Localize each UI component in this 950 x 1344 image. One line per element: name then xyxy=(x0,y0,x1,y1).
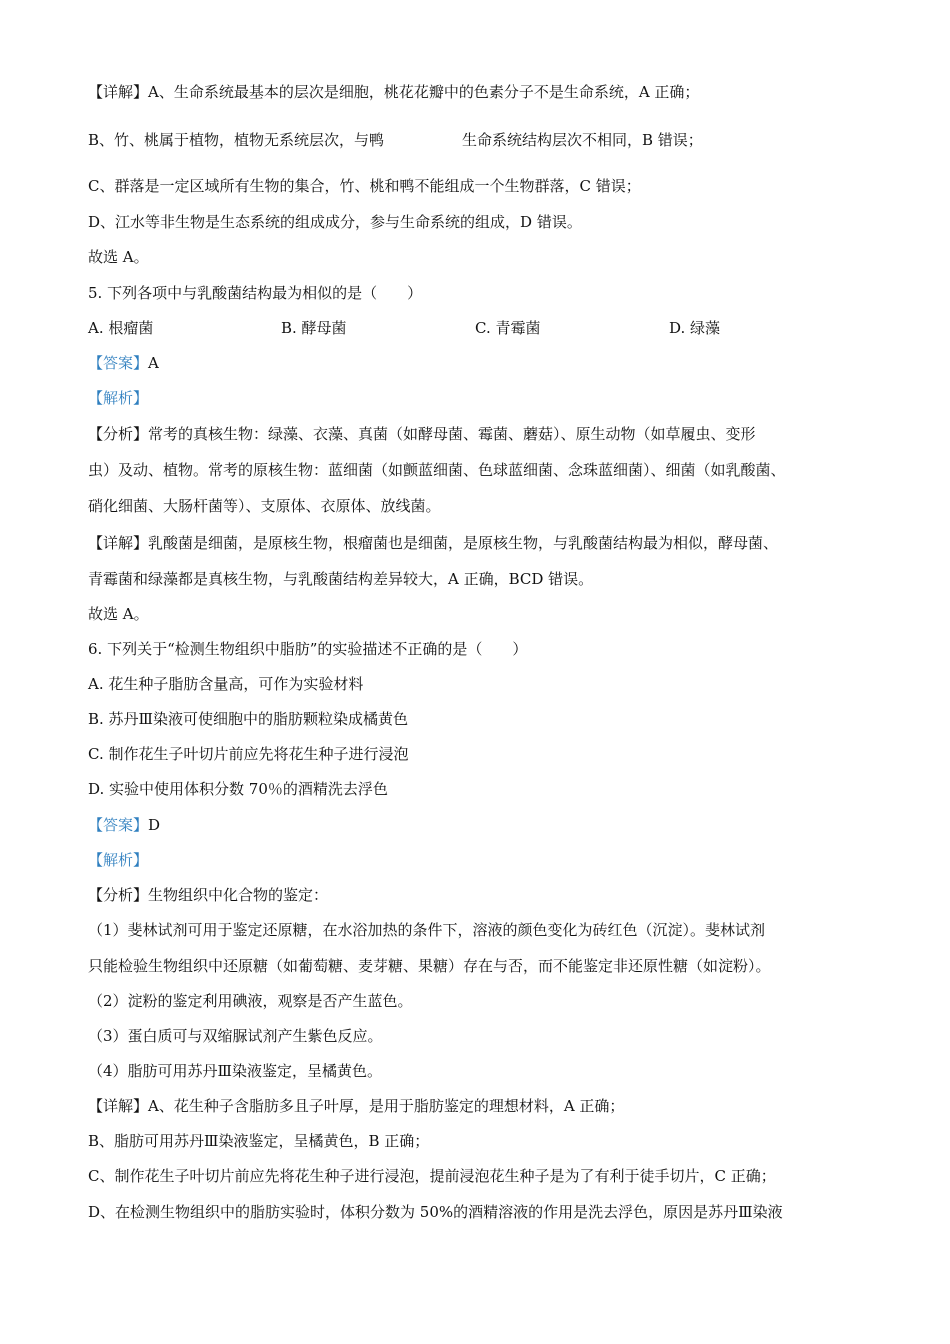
q6-option-b: B. 苏丹Ⅲ染液可使细胞中的脂肪颗粒染成橘黄色 xyxy=(88,710,409,728)
detail-5-line-2: 青霉菌和绿藻都是真核生物，与乳酸菌结构差异较大，A 正确，BCD 错误。 xyxy=(88,570,594,588)
analysis-6-item-1: （1）斐林试剂可用于鉴定还原糖，在水浴加热的条件下，溶液的颜色变化为砖红色（沉淀）。斐林试剂 xyxy=(88,921,766,939)
analysis-label-6: 【解析】 xyxy=(88,851,149,869)
q5-option-c: C. 青霉菌 xyxy=(475,319,541,337)
analysis-6-item-3: （3）蛋白质可与双缩脲试剂产生紫色反应。 xyxy=(88,1027,383,1045)
analysis-6-intro: 【分析】生物组织中化合物的鉴定： xyxy=(88,886,329,904)
question-5: 5. 下列各项中与乳酸菌结构最为相似的是（ ） xyxy=(88,284,423,302)
answer-label: 【答案】 xyxy=(88,816,149,834)
q6-option-d: D. 实验中使用体积分数 70％的酒精洗去浮色 xyxy=(88,780,388,798)
analysis-label-5: 【解析】 xyxy=(88,389,149,407)
detail-line-a: 【详解】A、生命系统最基本的层次是细胞，桃花花瓣中的色素分子不是生命系统，A 正确； xyxy=(88,83,700,101)
detail-line-b-part1: B、竹、桃属于植物，植物无系统层次，与鸭 xyxy=(88,131,385,149)
conclusion-line: 故选 A。 xyxy=(88,248,149,266)
q5-option-a: A. 根瘤菌 xyxy=(88,319,154,337)
detail-6-line-d: D、在检测生物组织中的脂肪实验时，体积分数为 50%的酒精溶液的作用是洗去浮色，原因是苏丹Ⅲ染液 xyxy=(88,1203,783,1221)
q6-option-c: C. 制作花生子叶切片前应先将花生种子进行浸泡 xyxy=(88,745,409,763)
analysis-6-item-1-cont: 只能检验生物组织中还原糖（如葡萄糖、麦芽糖、果糖）存在与否，而不能鉴定非还原性糖（如淀粉）。 xyxy=(88,957,771,975)
analysis-6-item-4: （4）脂肪可用苏丹Ⅲ染液鉴定，呈橘黄色。 xyxy=(88,1062,383,1080)
analysis-5-line-3: 硝化细菌、大肠杆菌等）、支原体、衣原体、放线菌。 xyxy=(88,497,441,515)
detail-line-b-part2: 生命系统结构层次不相同，B 错误； xyxy=(462,131,703,149)
detail-6-line-c: C、制作花生子叶切片前应先将花生种子进行浸泡，提前浸泡花生种子是为了有利于徒手切片，C 正确； xyxy=(88,1167,776,1185)
answer-value: D xyxy=(148,816,161,834)
analysis-5-line-2: 虫）及动、植物。常考的原核生物：蓝细菌（如颤蓝细菌、色球蓝细菌、念珠蓝细菌）、细菌（如乳酸菌、 xyxy=(88,461,786,479)
answer-line-6 xyxy=(88,815,160,835)
detail-line-d: D、江水等非生物是生态系统的组成成分，参与生命系统的组成，D 错误。 xyxy=(88,213,582,231)
detail-5-line-1: 【详解】乳酸菌是细菌，是原核生物，根瘤菌也是细菌，是原核生物，与乳酸菌结构最为相似，酵母菌、 xyxy=(88,534,779,552)
detail-line-c: C、群落是一定区域所有生物的集合，竹、桃和鸭不能组成一个生物群落，C 错误； xyxy=(88,177,641,195)
answer-value: A xyxy=(148,354,159,372)
q6-option-a: A. 花生种子脂肪含量高，可作为实验材料 xyxy=(88,675,364,693)
analysis-5-line-1: 【分析】常考的真核生物：绿藻、衣藻、真菌（如酵母菌、霉菌、蘑菇）、原生动物（如草履虫、变形 xyxy=(88,425,756,443)
q5-option-d: D. 绿藻 xyxy=(669,319,721,337)
detail-6-line-a: 【详解】A、花生种子含脂肪多且子叶厚，是用于脂肪鉴定的理想材料，A 正确； xyxy=(88,1097,625,1115)
detail-6-line-b: B、脂肪可用苏丹Ⅲ染液鉴定，呈橘黄色，B 正确； xyxy=(88,1132,430,1150)
answer-line-5 xyxy=(88,353,159,373)
analysis-6-item-2: （2）淀粉的鉴定利用碘液，观察是否产生蓝色。 xyxy=(88,992,413,1010)
q5-option-b: B. 酵母菌 xyxy=(281,319,347,337)
question-6: 6. 下列关于“检测生物组织中脂肪”的实验描述不正确的是（ ） xyxy=(88,640,528,658)
answer-label: 【答案】 xyxy=(88,354,149,372)
conclusion-5: 故选 A。 xyxy=(88,605,149,623)
